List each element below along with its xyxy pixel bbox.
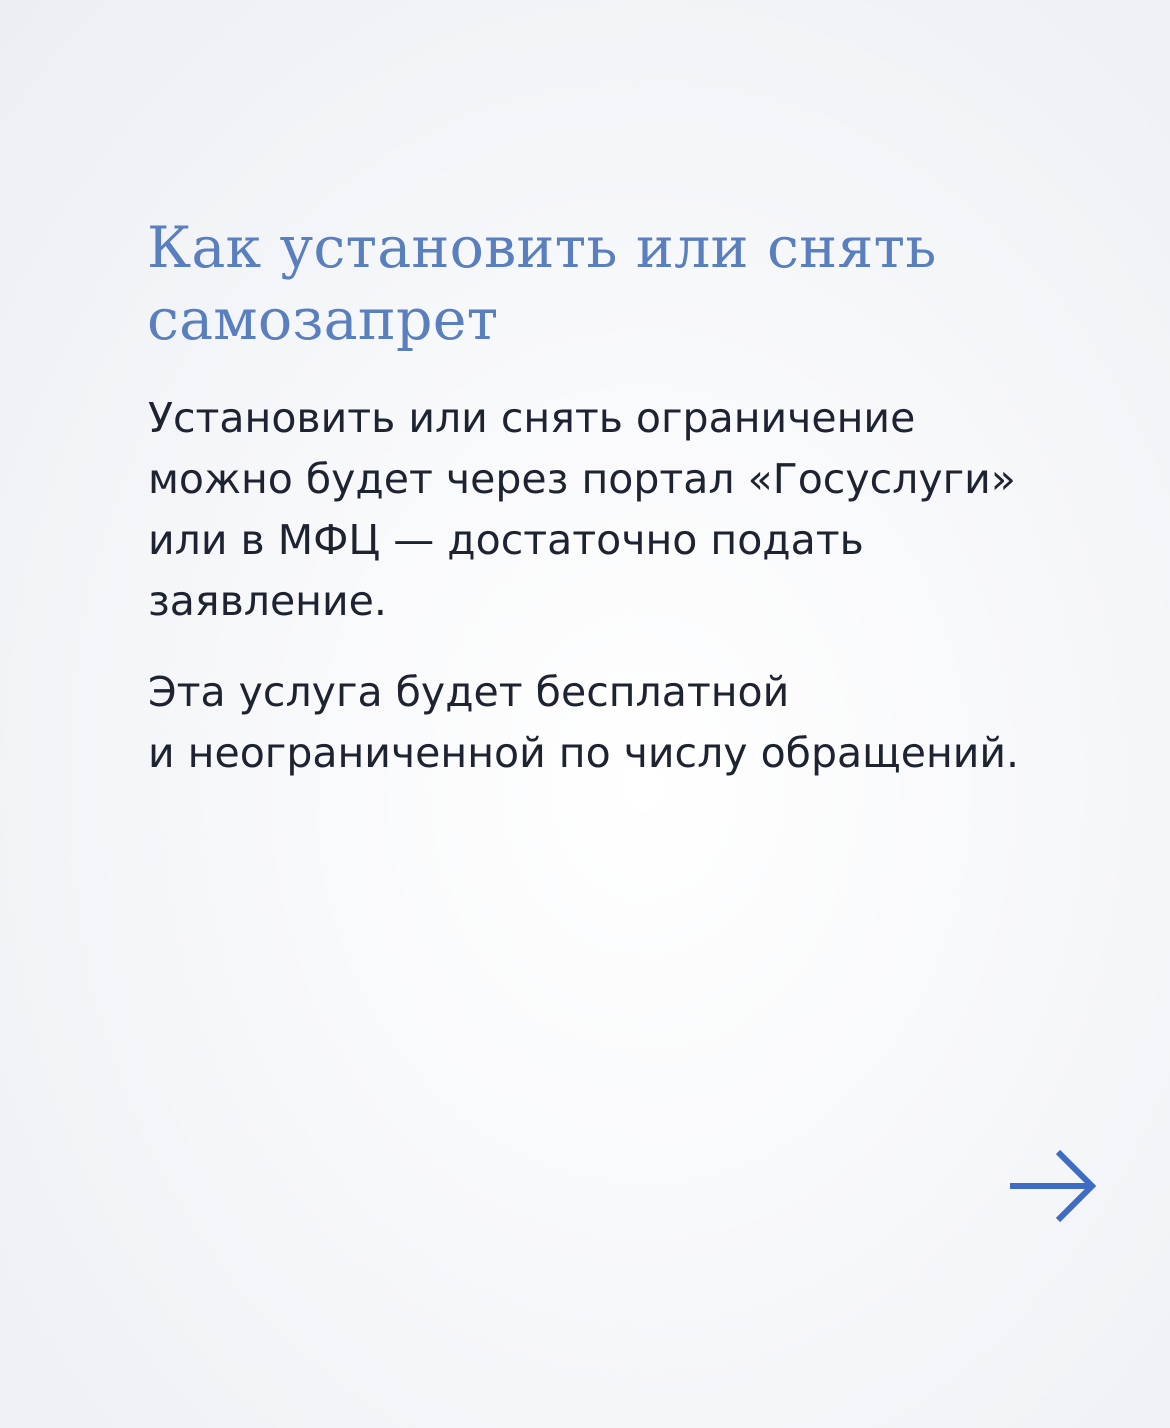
slide-title-line-1: Как установить или снять (147, 215, 937, 281)
paragraph-line: можно будет через портал «Госуслуги» (148, 455, 1016, 503)
slide-title-line-2: самозапрет (147, 287, 499, 353)
arrow-right-icon (1004, 1138, 1100, 1234)
paragraph-how-to (148, 388, 1108, 632)
paragraph-line: Эта услуга будет бесплатной (148, 668, 790, 716)
paragraph-line: или в МФЦ — достаточно подать (148, 516, 864, 564)
slide-title (147, 212, 1047, 356)
paragraph-line: Установить или снять ограничение (148, 394, 916, 442)
paragraph-line: и неограниченной по числу обращений. (148, 729, 1020, 777)
paragraph-line: заявление. (148, 577, 387, 625)
paragraph-free-service (148, 662, 1108, 784)
next-slide-button[interactable] (1004, 1138, 1100, 1234)
